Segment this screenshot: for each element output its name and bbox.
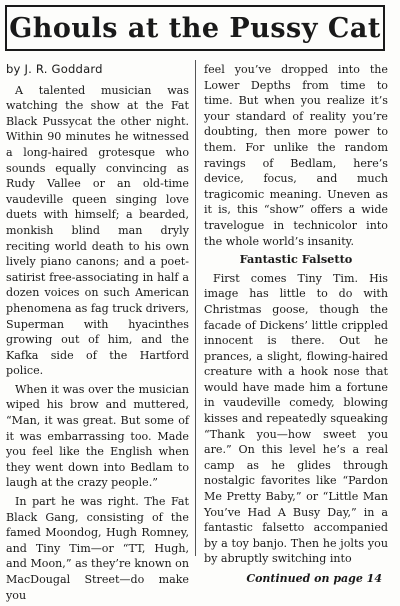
headline: Ghouls at the Pussy Cat bbox=[9, 12, 381, 44]
subhead: Fantastic Falsetto bbox=[239, 252, 353, 267]
paragraph-2: When it was over the musician wiped his brow and muttered, “Man, it was great. But some of it was embarrassing too. Made you feel like the English when they went down into Bedlam to laugh at the crazy people.” bbox=[6, 382, 189, 490]
byline: by J. R. Goddard bbox=[6, 62, 103, 76]
paragraph-continuation: feel you’ve dropped into the Lower Depths from time to time. But when you realize it’s your standard of reality you’re doubting, then more power to them. For unlike the random ravings of Bedlam, here’s device, focus, and much tragicomic meaning. Uneven as it is, this “show” offers a wide travelogue in technicolor into the whole world’s insanity. bbox=[204, 63, 388, 248]
continued-note: Continued on page 14 bbox=[246, 572, 382, 585]
right-column bbox=[204, 62, 388, 587]
paragraph-1: A talented musician was watching the show at the Fat Black Pussycat the other night. Within 90 minutes he witnessed a long-haired grotesque who sounds equally convincing as Rudy Vallee or an old-time vaudeville queen singing love duets with himself; a bearded, monkish blind man dryly reciting world death to his own lively piano canons; and a poet-satirist free-associating in half a dozen voices on such American phenomena as fag truck drivers, Superman with hyacinthes growing out of him, and the Kafka side of the Hartford police. bbox=[6, 83, 189, 378]
paragraph-tiny-tim: First comes Tiny Tim. His image has little to do with Christmas goose, though the facade of Dickens’ little crippled innocent is there. Out he prances, a slight, flowing-haired creature with a hook nose that would have made him a fortune in vaudeville comedy, blowing kisses and repeatedly squeaking “Thank you—how sweet you are.” On this level he’s a real camp as he glides through nostalgic favorites like “Pardon Me Pretty Baby,” or “Little Man You’ve Had A Busy Day,” in a fantastic falsetto accompanied by a toy banjo. Then he jolts you by abruptly switching into bbox=[204, 271, 388, 566]
column-divider bbox=[195, 60, 196, 556]
left-column bbox=[6, 62, 189, 606]
headline-box bbox=[5, 5, 385, 51]
paragraph-3: In part he was right. The Fat Black Gang, consisting of the famed Moondog, Hugh Romney, and Tiny Tim—or “TT, Hugh, and Moon,” as they’re known on MacDougal Street—do make you bbox=[6, 495, 189, 602]
